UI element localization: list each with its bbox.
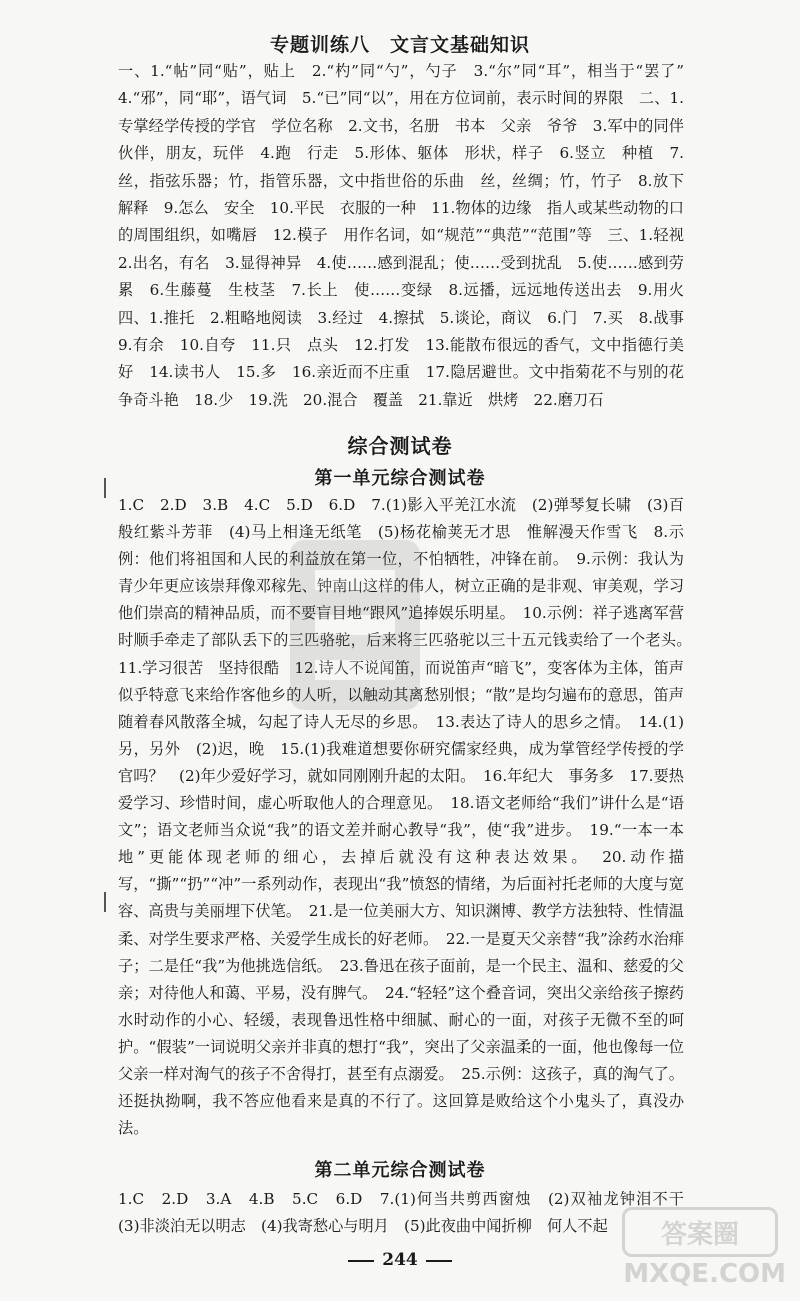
watermark-site-text: MXQE.COM: [623, 1259, 786, 1289]
answer-block-unit-1: 1.C 2.D 3.B 4.C 5.D 6.D 7.(1)影入平羌江水流 (2)弹琴复长啸 (3)百般红紫斗芳菲 (4)马上相逢无纸笔 (5)杨花榆荚无才思 惟解漫天作雪飞 8.示例：他们将祖国和人民的利益放在第一位，不怕牺牲，冲锋在前。 9.示例：我认为青少年更应该崇拜像邓稼先、钟南山这样的伟人，树立正确的是非观、审美观，学习他们崇高的精神品质，而不要盲目地“跟风”追捧娱乐明星。 10.示例：祥子逃离军营时顺手牵走了部队丢下的三匹骆驼，后来将三匹骆驼以三十五元钱卖给了一个老头。 11.学习很苦 坚持很酷 12.诗人不说闻笛，而说笛声“暗飞”，变客体为主体，笛声似乎特意飞来给作客他乡的人听，以触动其离愁别恨；“散”是均匀遍布的意思，笛声随着春风散落全城，勾起了诗人无尽的乡思。 13.表达了诗人的思乡之情。 14.(1)另，另外 (2)迟，晚 15.(1)我难道想要你研究儒家经典，成为掌管经学传授的学官吗？ (2)年少爱好学习，就如同刚刚升起的太阳。 16.年纪大 事务多 17.要热爱学习、珍惜时间，虚心听取他人的合理意见。 18.语文老师给“我们”讲什么是“语文”；语文老师当众说“我”的语文差并耐心教导“我”，使“我”进步。 19.“一本一本地”更能体现老师的细心，去掉后就没有这种表达效果。 20.动作描写，“撕”“扔”“冲”一系列动作，表现出“我”愤怒的情绪，为后面衬托老师的大度与宽容、高贵与美丽埋下伏笔。 21.是一位美丽大方、知识渊博、教学方法独特、性情温柔、对学生要求严格、关爱学生成长的好老师。 22.一是夏天父亲替“我”涂药水治痱子；二是任“我”为他挑选信纸。 23.鲁迅在孩子面前，是一个民主、温和、慈爱的父亲；对待他人和蔼、平易，没有脾气。 24.“轻轻”这个叠音词，突出父亲给孩子擦药水时动作的小心、轻缓，表现鲁迅性格中细腻、耐心的一面，对孩子无微不至的呵护。“假装”一词说明父亲并非真的想打“我”，突出了父亲温柔的一面，他也像每一位父亲一样对淘气的孩子不舍得打，甚至有点溺爱。 25.示例：这孩子，真的淘气了。还挺执拗啊，我不答应他看来是真的不行了。这回算是败给这个小鬼头了，真没办法。: [118, 496, 700, 1138]
section-title-special-training-8: 专题训练八 文言文基础知识: [269, 34, 530, 56]
dash-left-divider: [348, 1260, 374, 1262]
scan-margin-mark: [104, 892, 106, 912]
watermark-badge: 答案圈: [622, 1207, 778, 1257]
page-number-text: 244: [382, 1250, 418, 1270]
answer-block-unit-2: 1.C 2.D 3.A 4.B 5.C 6.D 7.(1)何当共剪西窗烛 (2)双袖龙钟泪不干 (3)非淡泊无以明志 (4)我寄愁心与明月 (5)此夜曲中闻折柳 何人不起: [118, 1190, 700, 1236]
section-title-unit-1-test: 第一单元综合测试卷: [314, 468, 486, 489]
answer-block-classical-chinese: 一、1.“帖”同“贴”，贴上 2.“杓”同“勺”，勺子 3.“尔”同“耳”，相当于“罢了” 4.“邪”，同“耶”，语气词 5.“已”同“以”，用在方位词前，表示时间的界限 二、1.专掌经学传授的学官 学位名称 2.文书，名册 书本 父亲 爷爷 3.军中的同伴 伙伴，朋友，玩伴 4.跑 行走 5.形体、躯体 形状，样子 6.竖立 种植 7.丝，指弦乐器；竹，指管乐器，文中指世俗的乐曲 丝，丝绸；竹，竹子 8.放下 解释 9.怎么 安全 10.平民 衣服的一种 11.物体的边缘 指人或某些动物的口的周围组织，如嘴唇 12.模子 用作名词，如“规范”“典范”“范围”等 三、1.轻视 2.出名，有名 3.显得神异 4.使……感到混乱；使……受到扰乱 5.使……感到劳累 6.生藤蔓 生枝茎 7.长上 使……变绿 8.远播，远远地传送出去 9.用火 四、1.推托 2.粗略地阅读 3.经过 4.擦拭 5.谈论，商议 6.门 7.买 8.战事 9.有余 10.自夸 11.只 点头 12.打发 13.能散布很远的香气，文中指德行美好 14.读书人 15.多 16.亲近而不庄重 17.隐居避世。文中指菊花不与别的花争奇斗艳 18.少 19.洗 20.混合 覆盖 21.靠近 烘烤 22.磨刀石: [118, 62, 700, 409]
section-heading-comprehensive-tests: 综合测试卷: [347, 434, 453, 458]
dash-right-divider: [426, 1260, 452, 1262]
section-title-unit-2-test: 第二单元综合测试卷: [314, 1160, 486, 1181]
scan-margin-mark: [104, 478, 106, 498]
page-number: [0, 1250, 800, 1270]
